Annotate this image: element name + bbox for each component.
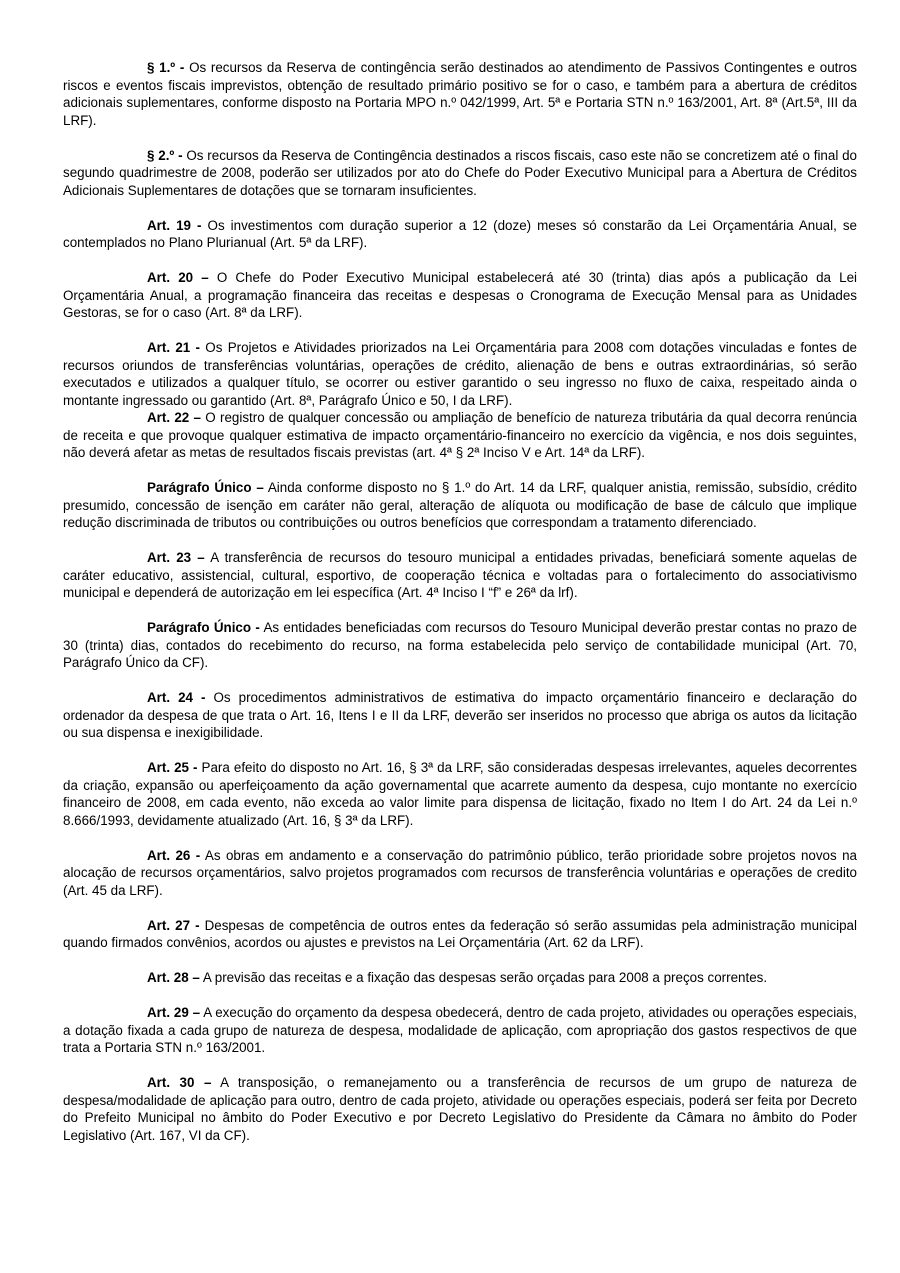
article-text: A execução do orçamento da despesa obedecerá, dentro de cada projeto, atividades ou operações especiais, a dotação fixada a cada grupo de natureza de despesa, modalidade de aplicação, com apropriação dos gastos respectivos de que trata a Portaria STN n.º 163/2001. (63, 1005, 858, 1055)
article-text: O Chefe do Poder Executivo Municipal estabelecerá até 30 (trinta) dias após a publicação da Lei Orçamentária Anual, a programação financeira das receitas e despesas o Cronograma de Execução Mensal para as Unidades Gestoras, se for o caso (Art. 8ª da LRF). (63, 270, 857, 320)
article-text: As entidades beneficiadas com recursos do Tesouro Municipal deverão prestar contas no prazo de 30 (trinta) dias, contados do recebimento do recurso, na forma estabelecida pelo serviço de contabilidade municipal (Art. 70, Parágrafo Único da CF). (63, 620, 857, 670)
article-heading: Art. 25 - (147, 760, 198, 775)
article-text: Os Projetos e Atividades priorizados na Lei Orçamentária para 2008 com dotações vinculadas e fontes de recursos oriundos de transferências voluntárias, operações de crédito, alienação de bens e outras extraordinárias, só serão executados e utilizados a qualquer título, se ocorrer ou estiver garantido o seu ingresso no fluxo de caixa, respeitado ainda o montante ingressado ou garantido (Art. 8ª, Parágrafo Único e 50, I da LRF). (63, 340, 858, 408)
article-heading: Art. 21 - (147, 340, 200, 355)
article-text: Os investimentos com duração superior a 12 (doze) meses só constarão da Lei Orçamentária Anual, se contemplados no Plano Plurianual (Art. 5ª da LRF). (63, 217, 857, 250)
article-29 (63, 1004, 857, 1057)
article-22 (63, 409, 857, 462)
article-text: Para efeito do disposto no Art. 16, § 3ª da LRF, são consideradas despesas irrelevantes, aqueles decorrentes da criação, expansão ou aperfeiçoamento da ação governamental que acarrete aumento da despesa, cujo montante no exercício financeiro de 2008, em cada evento, não exceda ao valor limite para dispensa de licitação, fixado no Item I do Art. 24 da Lei n.º 8.666/1993, devidamente atualizado (Art. 16, § 3ª da LRF). (63, 760, 857, 828)
paragraph-2 (63, 147, 857, 200)
article-27 (63, 917, 857, 952)
article-heading: Art. 27 - (147, 917, 200, 933)
article-text: Ainda conforme disposto no § 1.º do Art. 14 da LRF, qualquer anistia, remissão, subsídio, crédito presumido, concessão de isenção em caráter não geral, alteração de alíquota ou modificação de base de cálculo que implique redução discriminada de tributos ou contribuições ou outros benefícios que correspondam a tratamento diferenciado. (63, 480, 858, 530)
article-19 (63, 217, 857, 252)
paragraph-heading: § 1.º - (147, 60, 185, 75)
article-heading: Art. 24 - (147, 690, 206, 705)
paragraph-text: Os recursos da Reserva de Contingência destinados a riscos fiscais, caso este não se concretizem até o final do segundo quadrimestre de 2008, poderão ser utilizados por ato do Chefe do Poder Executivo Municipal para a Abertura de Créditos Adicionais Suplementares de dotações que se tornaram insuficientes. (63, 147, 857, 198)
article-heading: Art. 30 – (147, 1075, 212, 1090)
article-heading: Art. 29 – (147, 1005, 201, 1020)
article-text: O registro de qualquer concessão ou ampliação de benefício de natureza tributária da qual decorra renúncia de receita e que provoque qualquer estimativa de impacto orçamentário-financeiro no exercício da vigência, e nos dois seguintes, não deverá afetar as metas de resultados fiscais previstas (art. 4ª § 2ª Inciso V e Art. 14ª da LRF). (63, 410, 857, 460)
article-heading: Art. 22 – (147, 410, 201, 425)
article-text: A transposição, o remanejamento ou a transferência de recursos de um grupo de natureza de despesa/modalidade de aplicação para outro, dentro de cada projeto, atividade ou operações especiais, poderá ser feita por Decreto do Prefeito Municipal no âmbito do Poder Executivo e por Decreto Legislativo do Presidente da Câmara no âmbito do Poder Legislativo (Art. 167, VI da CF). (63, 1075, 858, 1143)
article-23-sole-paragraph (63, 619, 857, 672)
article-26 (63, 847, 857, 900)
article-text: Despesas de competência de outros entes da federação só serão assumidas pela administração municipal quando firmados convênios, acordos ou ajustes e previstos na Lei Orçamentária (Art. 62 da LRF). (63, 917, 857, 950)
article-heading: Art. 19 - (147, 217, 202, 233)
article-22-sole-paragraph (63, 479, 857, 532)
paragraph-heading: § 2.º - (147, 147, 183, 163)
article-heading: Art. 26 - (147, 847, 201, 863)
article-heading: Art. 23 – (147, 550, 205, 565)
article-24 (63, 689, 857, 742)
article-23 (63, 549, 857, 602)
document-page (63, 59, 857, 1162)
article-heading: Parágrafo Único - (147, 620, 260, 635)
article-heading: Parágrafo Único – (147, 480, 264, 495)
article-text: Os procedimentos administrativos de estimativa do impacto orçamentário financeiro e declaração do ordenador da despesa de que trata o Art. 16, Itens I e II da LRF, deverão ser inseridos no processo que abriga os autos da licitação ou sua dispensa e inexigibilidade. (63, 690, 857, 740)
paragraph-text: Os recursos da Reserva de contingência serão destinados ao atendimento de Passivos Contingentes e outros riscos e eventos fiscais imprevistos, obtenção de resultado primário positivo se for o caso, e também para a abertura de créditos adicionais suplementares, conforme disposto na Portaria MPO n.º 042/1999, Art. 5ª e Portaria STN n.º 163/2001, Art. 8ª (Art.5ª, III da LRF). (63, 60, 857, 128)
article-heading: Art. 20 – (147, 270, 209, 285)
article-heading: Art. 28 – (147, 970, 200, 985)
article-25 (63, 759, 857, 829)
article-text: A previsão das receitas e a fixação das despesas serão orçadas para 2008 a preços correntes. (202, 970, 768, 985)
article-30 (63, 1074, 857, 1144)
article-20 (63, 269, 857, 322)
paragraph-1 (63, 59, 857, 129)
article-text: As obras em andamento e a conservação do patrimônio público, terão prioridade sobre projetos novos na alocação de recursos orçamentários, salvo projetos programados com recursos de transferência voluntárias e operações de credito (Art. 45 da LRF). (63, 847, 857, 898)
article-21 (63, 339, 857, 409)
article-text: A transferência de recursos do tesouro municipal a entidades privadas, beneficiará somente aquelas de caráter educativo, assistencial, cultural, esportivo, de cooperação técnica e voltadas para o fortalecimento do associativismo municipal e dependerá de autorização em lei específica (Art. 4ª Inciso I “f” e 26ª da lrf). (63, 550, 858, 600)
article-28 (63, 969, 857, 987)
